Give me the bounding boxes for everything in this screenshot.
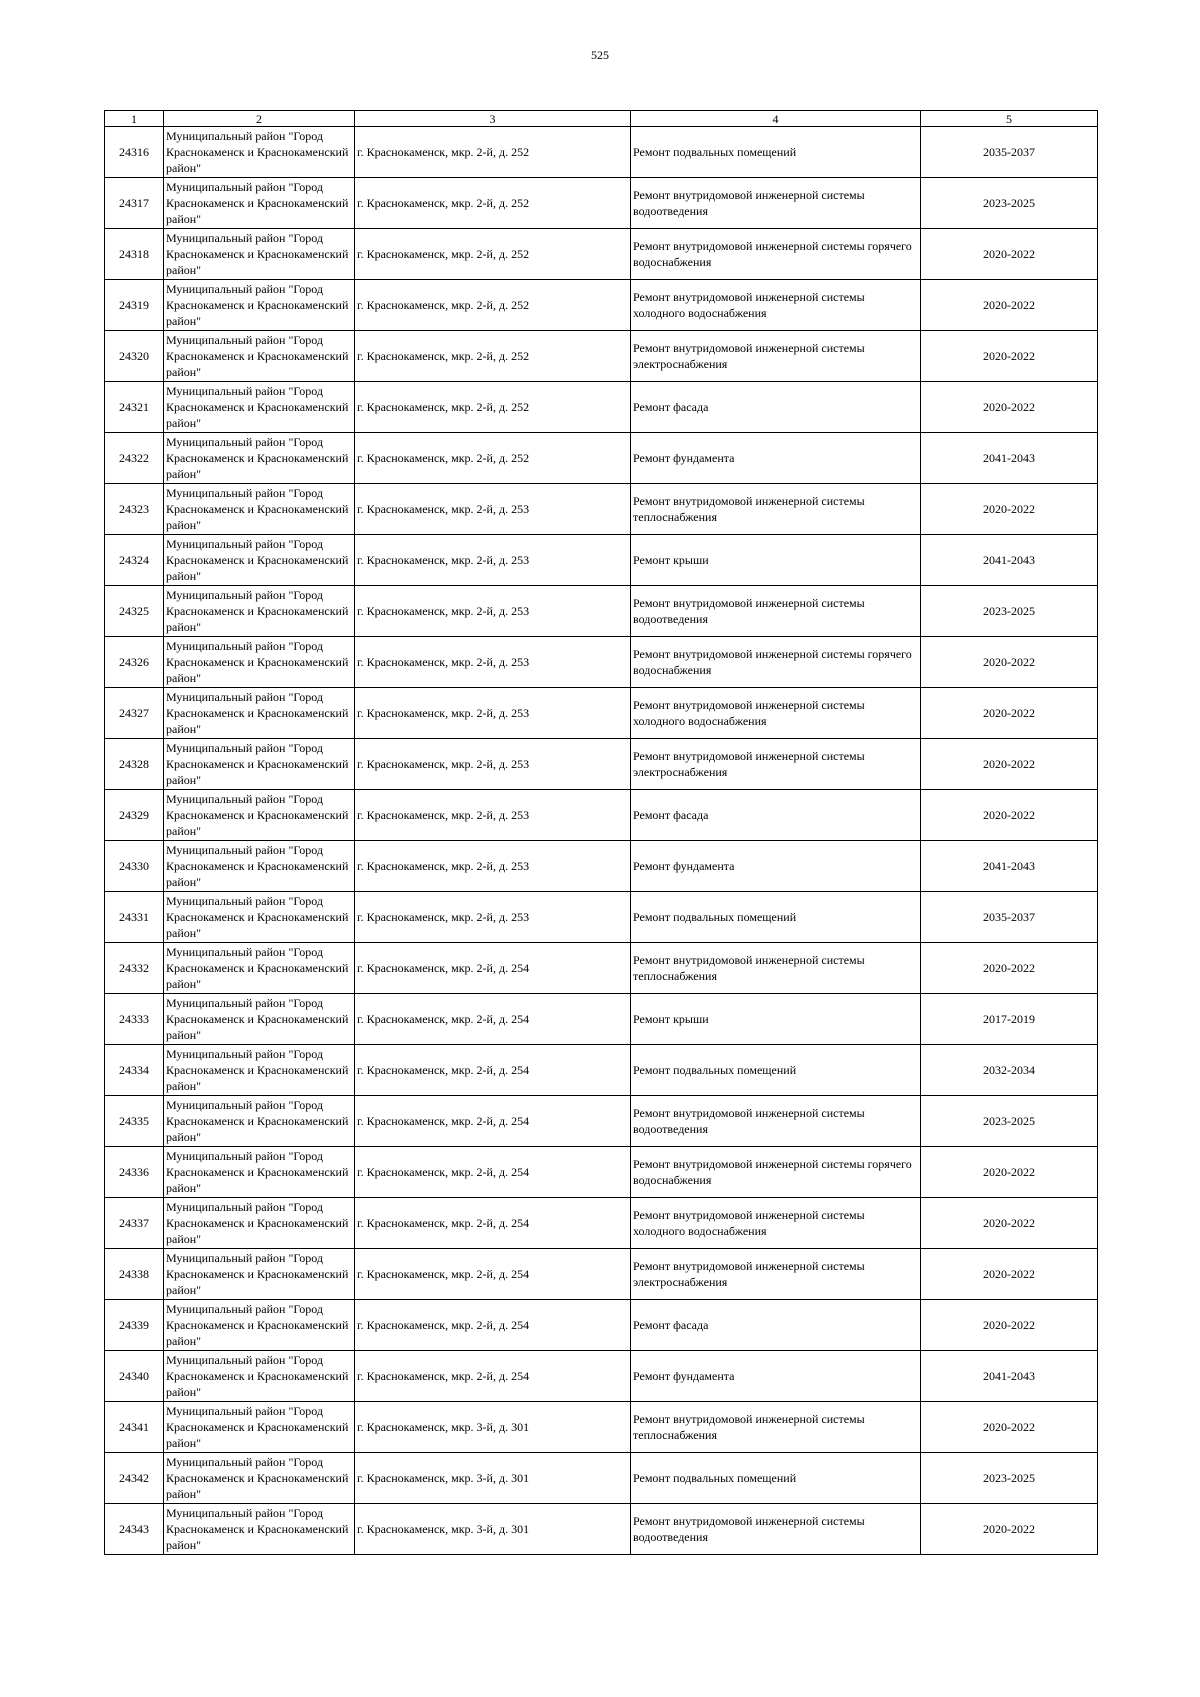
period-cell: 2020-2022	[921, 331, 1098, 382]
table-body	[105, 127, 1098, 1555]
table-row	[105, 229, 1098, 280]
municipality-cell: Муниципальный район "Город Краснокаменск и Краснокаменский район"	[164, 484, 355, 535]
address-cell: г. Краснокаменск, мкр. 2-й, д. 253	[355, 688, 631, 739]
table-row	[105, 1504, 1098, 1555]
work-type-cell: Ремонт внутридомовой инженерной системы водоотведения	[631, 178, 921, 229]
municipality-cell: Муниципальный район "Город Краснокаменск и Краснокаменский район"	[164, 943, 355, 994]
work-type-cell: Ремонт крыши	[631, 994, 921, 1045]
capital-repair-table	[104, 110, 1098, 1555]
table-row	[105, 688, 1098, 739]
column-header-3: 3	[355, 111, 631, 127]
address-cell: г. Краснокаменск, мкр. 2-й, д. 252	[355, 280, 631, 331]
address-cell: г. Краснокаменск, мкр. 2-й, д. 252	[355, 382, 631, 433]
period-cell: 2041-2043	[921, 1351, 1098, 1402]
address-cell: г. Краснокаменск, мкр. 2-й, д. 254	[355, 1198, 631, 1249]
table-row	[105, 739, 1098, 790]
address-cell: г. Краснокаменск, мкр. 2-й, д. 254	[355, 994, 631, 1045]
period-cell: 2020-2022	[921, 688, 1098, 739]
period-cell: 2020-2022	[921, 1249, 1098, 1300]
municipality-cell: Муниципальный район "Город Краснокаменск и Краснокаменский район"	[164, 535, 355, 586]
column-header-1: 1	[105, 111, 164, 127]
row-number: 24331	[105, 892, 164, 943]
table-row	[105, 382, 1098, 433]
row-number: 24324	[105, 535, 164, 586]
work-type-cell: Ремонт фасада	[631, 790, 921, 841]
address-cell: г. Краснокаменск, мкр. 2-й, д. 252	[355, 433, 631, 484]
work-type-cell: Ремонт внутридомовой инженерной системы теплоснабжения	[631, 1402, 921, 1453]
municipality-cell: Муниципальный район "Город Краснокаменск и Краснокаменский район"	[164, 178, 355, 229]
address-cell: г. Краснокаменск, мкр. 2-й, д. 254	[355, 1096, 631, 1147]
address-cell: г. Краснокаменск, мкр. 3-й, д. 301	[355, 1402, 631, 1453]
work-type-cell: Ремонт фундамента	[631, 841, 921, 892]
work-type-cell: Ремонт внутридомовой инженерной системы электроснабжения	[631, 739, 921, 790]
table-row	[105, 637, 1098, 688]
row-number: 24325	[105, 586, 164, 637]
row-number: 24319	[105, 280, 164, 331]
municipality-cell: Муниципальный район "Город Краснокаменск и Краснокаменский район"	[164, 586, 355, 637]
municipality-cell: Муниципальный район "Город Краснокаменск и Краснокаменский район"	[164, 1402, 355, 1453]
table-row	[105, 127, 1098, 178]
table-row	[105, 943, 1098, 994]
period-cell: 2035-2037	[921, 127, 1098, 178]
work-type-cell: Ремонт подвальных помещений	[631, 1453, 921, 1504]
table-row	[105, 433, 1098, 484]
address-cell: г. Краснокаменск, мкр. 2-й, д. 253	[355, 586, 631, 637]
municipality-cell: Муниципальный район "Город Краснокаменск и Краснокаменский район"	[164, 1453, 355, 1504]
table-row	[105, 1147, 1098, 1198]
municipality-cell: Муниципальный район "Город Краснокаменск и Краснокаменский район"	[164, 994, 355, 1045]
work-type-cell: Ремонт подвальных помещений	[631, 127, 921, 178]
table-row	[105, 892, 1098, 943]
address-cell: г. Краснокаменск, мкр. 2-й, д. 252	[355, 229, 631, 280]
table-row	[105, 1402, 1098, 1453]
municipality-cell: Муниципальный район "Город Краснокаменск и Краснокаменский район"	[164, 1300, 355, 1351]
row-number: 24323	[105, 484, 164, 535]
table-row	[105, 790, 1098, 841]
work-type-cell: Ремонт внутридомовой инженерной системы теплоснабжения	[631, 484, 921, 535]
work-type-cell: Ремонт фасада	[631, 1300, 921, 1351]
period-cell: 2020-2022	[921, 1402, 1098, 1453]
period-cell: 2020-2022	[921, 484, 1098, 535]
table-row	[105, 994, 1098, 1045]
period-cell: 2020-2022	[921, 637, 1098, 688]
row-number: 24330	[105, 841, 164, 892]
period-cell: 2023-2025	[921, 586, 1098, 637]
municipality-cell: Муниципальный район "Город Краснокаменск и Краснокаменский район"	[164, 280, 355, 331]
period-cell: 2020-2022	[921, 1198, 1098, 1249]
work-type-cell: Ремонт внутридомовой инженерной системы водоотведения	[631, 586, 921, 637]
work-type-cell: Ремонт внутридомовой инженерной системы электроснабжения	[631, 331, 921, 382]
municipality-cell: Муниципальный район "Город Краснокаменск и Краснокаменский район"	[164, 1351, 355, 1402]
row-number: 24337	[105, 1198, 164, 1249]
row-number: 24340	[105, 1351, 164, 1402]
work-type-cell: Ремонт внутридомовой инженерной системы горячего водоснабжения	[631, 229, 921, 280]
table-row	[105, 1351, 1098, 1402]
column-header-2: 2	[164, 111, 355, 127]
table-row	[105, 331, 1098, 382]
period-cell: 2032-2034	[921, 1045, 1098, 1096]
address-cell: г. Краснокаменск, мкр. 2-й, д. 254	[355, 1249, 631, 1300]
period-cell: 2041-2043	[921, 535, 1098, 586]
period-cell: 2020-2022	[921, 1147, 1098, 1198]
work-type-cell: Ремонт фасада	[631, 382, 921, 433]
table-row	[105, 1453, 1098, 1504]
period-cell: 2017-2019	[921, 994, 1098, 1045]
table-row	[105, 280, 1098, 331]
work-type-cell: Ремонт внутридомовой инженерной системы холодного водоснабжения	[631, 280, 921, 331]
row-number: 24322	[105, 433, 164, 484]
work-type-cell: Ремонт внутридомовой инженерной системы теплоснабжения	[631, 943, 921, 994]
row-number: 24339	[105, 1300, 164, 1351]
address-cell: г. Краснокаменск, мкр. 2-й, д. 254	[355, 943, 631, 994]
row-number: 24332	[105, 943, 164, 994]
row-number: 24334	[105, 1045, 164, 1096]
work-type-cell: Ремонт внутридомовой инженерной системы электроснабжения	[631, 1249, 921, 1300]
municipality-cell: Муниципальный район "Город Краснокаменск и Краснокаменский район"	[164, 1504, 355, 1555]
period-cell: 2020-2022	[921, 1504, 1098, 1555]
municipality-cell: Муниципальный район "Город Краснокаменск и Краснокаменский район"	[164, 1198, 355, 1249]
municipality-cell: Муниципальный район "Город Краснокаменск и Краснокаменский район"	[164, 1045, 355, 1096]
table-row	[105, 535, 1098, 586]
work-type-cell: Ремонт подвальных помещений	[631, 892, 921, 943]
address-cell: г. Краснокаменск, мкр. 2-й, д. 253	[355, 892, 631, 943]
municipality-cell: Муниципальный район "Город Краснокаменск и Краснокаменский район"	[164, 739, 355, 790]
municipality-cell: Муниципальный район "Город Краснокаменск и Краснокаменский район"	[164, 892, 355, 943]
table-row	[105, 1096, 1098, 1147]
work-type-cell: Ремонт подвальных помещений	[631, 1045, 921, 1096]
period-cell: 2023-2025	[921, 1096, 1098, 1147]
table-row	[105, 484, 1098, 535]
municipality-cell: Муниципальный район "Город Краснокаменск и Краснокаменский район"	[164, 1096, 355, 1147]
municipality-cell: Муниципальный район "Город Краснокаменск и Краснокаменский район"	[164, 229, 355, 280]
address-cell: г. Краснокаменск, мкр. 3-й, д. 301	[355, 1453, 631, 1504]
table-row	[105, 1249, 1098, 1300]
work-type-cell: Ремонт крыши	[631, 535, 921, 586]
row-number: 24328	[105, 739, 164, 790]
row-number: 24342	[105, 1453, 164, 1504]
work-type-cell: Ремонт фундамента	[631, 1351, 921, 1402]
address-cell: г. Краснокаменск, мкр. 2-й, д. 252	[355, 331, 631, 382]
row-number: 24320	[105, 331, 164, 382]
table-row	[105, 178, 1098, 229]
table-row	[105, 1045, 1098, 1096]
municipality-cell: Муниципальный район "Город Краснокаменск и Краснокаменский район"	[164, 637, 355, 688]
row-number: 24338	[105, 1249, 164, 1300]
address-cell: г. Краснокаменск, мкр. 2-й, д. 252	[355, 127, 631, 178]
row-number: 24335	[105, 1096, 164, 1147]
address-cell: г. Краснокаменск, мкр. 2-й, д. 253	[355, 637, 631, 688]
row-number: 24336	[105, 1147, 164, 1198]
municipality-cell: Муниципальный район "Город Краснокаменск и Краснокаменский район"	[164, 1249, 355, 1300]
period-cell: 2020-2022	[921, 382, 1098, 433]
period-cell: 2023-2025	[921, 1453, 1098, 1504]
work-type-cell: Ремонт внутридомовой инженерной системы холодного водоснабжения	[631, 688, 921, 739]
municipality-cell: Муниципальный район "Город Краснокаменск и Краснокаменский район"	[164, 331, 355, 382]
row-number: 24321	[105, 382, 164, 433]
work-type-cell: Ремонт фундамента	[631, 433, 921, 484]
work-type-cell: Ремонт внутридомовой инженерной системы водоотведения	[631, 1096, 921, 1147]
row-number: 24326	[105, 637, 164, 688]
address-cell: г. Краснокаменск, мкр. 3-й, д. 301	[355, 1504, 631, 1555]
row-number: 24317	[105, 178, 164, 229]
period-cell: 2020-2022	[921, 280, 1098, 331]
period-cell: 2020-2022	[921, 943, 1098, 994]
municipality-cell: Муниципальный район "Город Краснокаменск и Краснокаменский район"	[164, 688, 355, 739]
column-header-4: 4	[631, 111, 921, 127]
work-type-cell: Ремонт внутридомовой инженерной системы горячего водоснабжения	[631, 1147, 921, 1198]
row-number: 24333	[105, 994, 164, 1045]
period-cell: 2023-2025	[921, 178, 1098, 229]
work-type-cell: Ремонт внутридомовой инженерной системы холодного водоснабжения	[631, 1198, 921, 1249]
row-number: 24316	[105, 127, 164, 178]
period-cell: 2020-2022	[921, 1300, 1098, 1351]
address-cell: г. Краснокаменск, мкр. 2-й, д. 254	[355, 1351, 631, 1402]
period-cell: 2041-2043	[921, 433, 1098, 484]
column-header-5: 5	[921, 111, 1098, 127]
table-row	[105, 1300, 1098, 1351]
table-row	[105, 841, 1098, 892]
header-row	[105, 111, 1098, 127]
work-type-cell: Ремонт внутридомовой инженерной системы водоотведения	[631, 1504, 921, 1555]
address-cell: г. Краснокаменск, мкр. 2-й, д. 253	[355, 535, 631, 586]
municipality-cell: Муниципальный район "Город Краснокаменск и Краснокаменский район"	[164, 127, 355, 178]
period-cell: 2020-2022	[921, 790, 1098, 841]
row-number: 24318	[105, 229, 164, 280]
work-type-cell: Ремонт внутридомовой инженерной системы горячего водоснабжения	[631, 637, 921, 688]
address-cell: г. Краснокаменск, мкр. 2-й, д. 254	[355, 1045, 631, 1096]
municipality-cell: Муниципальный район "Город Краснокаменск и Краснокаменский район"	[164, 1147, 355, 1198]
table-row	[105, 586, 1098, 637]
municipality-cell: Муниципальный район "Город Краснокаменск и Краснокаменский район"	[164, 790, 355, 841]
page-number: 525	[591, 48, 609, 62]
address-cell: г. Краснокаменск, мкр. 2-й, д. 253	[355, 790, 631, 841]
address-cell: г. Краснокаменск, мкр. 2-й, д. 254	[355, 1300, 631, 1351]
period-cell: 2035-2037	[921, 892, 1098, 943]
table-row	[105, 1198, 1098, 1249]
address-cell: г. Краснокаменск, мкр. 2-й, д. 254	[355, 1147, 631, 1198]
municipality-cell: Муниципальный район "Город Краснокаменск и Краснокаменский район"	[164, 382, 355, 433]
period-cell: 2041-2043	[921, 841, 1098, 892]
address-cell: г. Краснокаменск, мкр. 2-й, д. 253	[355, 841, 631, 892]
address-cell: г. Краснокаменск, мкр. 2-й, д. 253	[355, 484, 631, 535]
period-cell: 2020-2022	[921, 229, 1098, 280]
address-cell: г. Краснокаменск, мкр. 2-й, д. 253	[355, 739, 631, 790]
row-number: 24341	[105, 1402, 164, 1453]
municipality-cell: Муниципальный район "Город Краснокаменск и Краснокаменский район"	[164, 433, 355, 484]
row-number: 24329	[105, 790, 164, 841]
row-number: 24327	[105, 688, 164, 739]
municipality-cell: Муниципальный район "Город Краснокаменск и Краснокаменский район"	[164, 841, 355, 892]
row-number: 24343	[105, 1504, 164, 1555]
period-cell: 2020-2022	[921, 739, 1098, 790]
address-cell: г. Краснокаменск, мкр. 2-й, д. 252	[355, 178, 631, 229]
